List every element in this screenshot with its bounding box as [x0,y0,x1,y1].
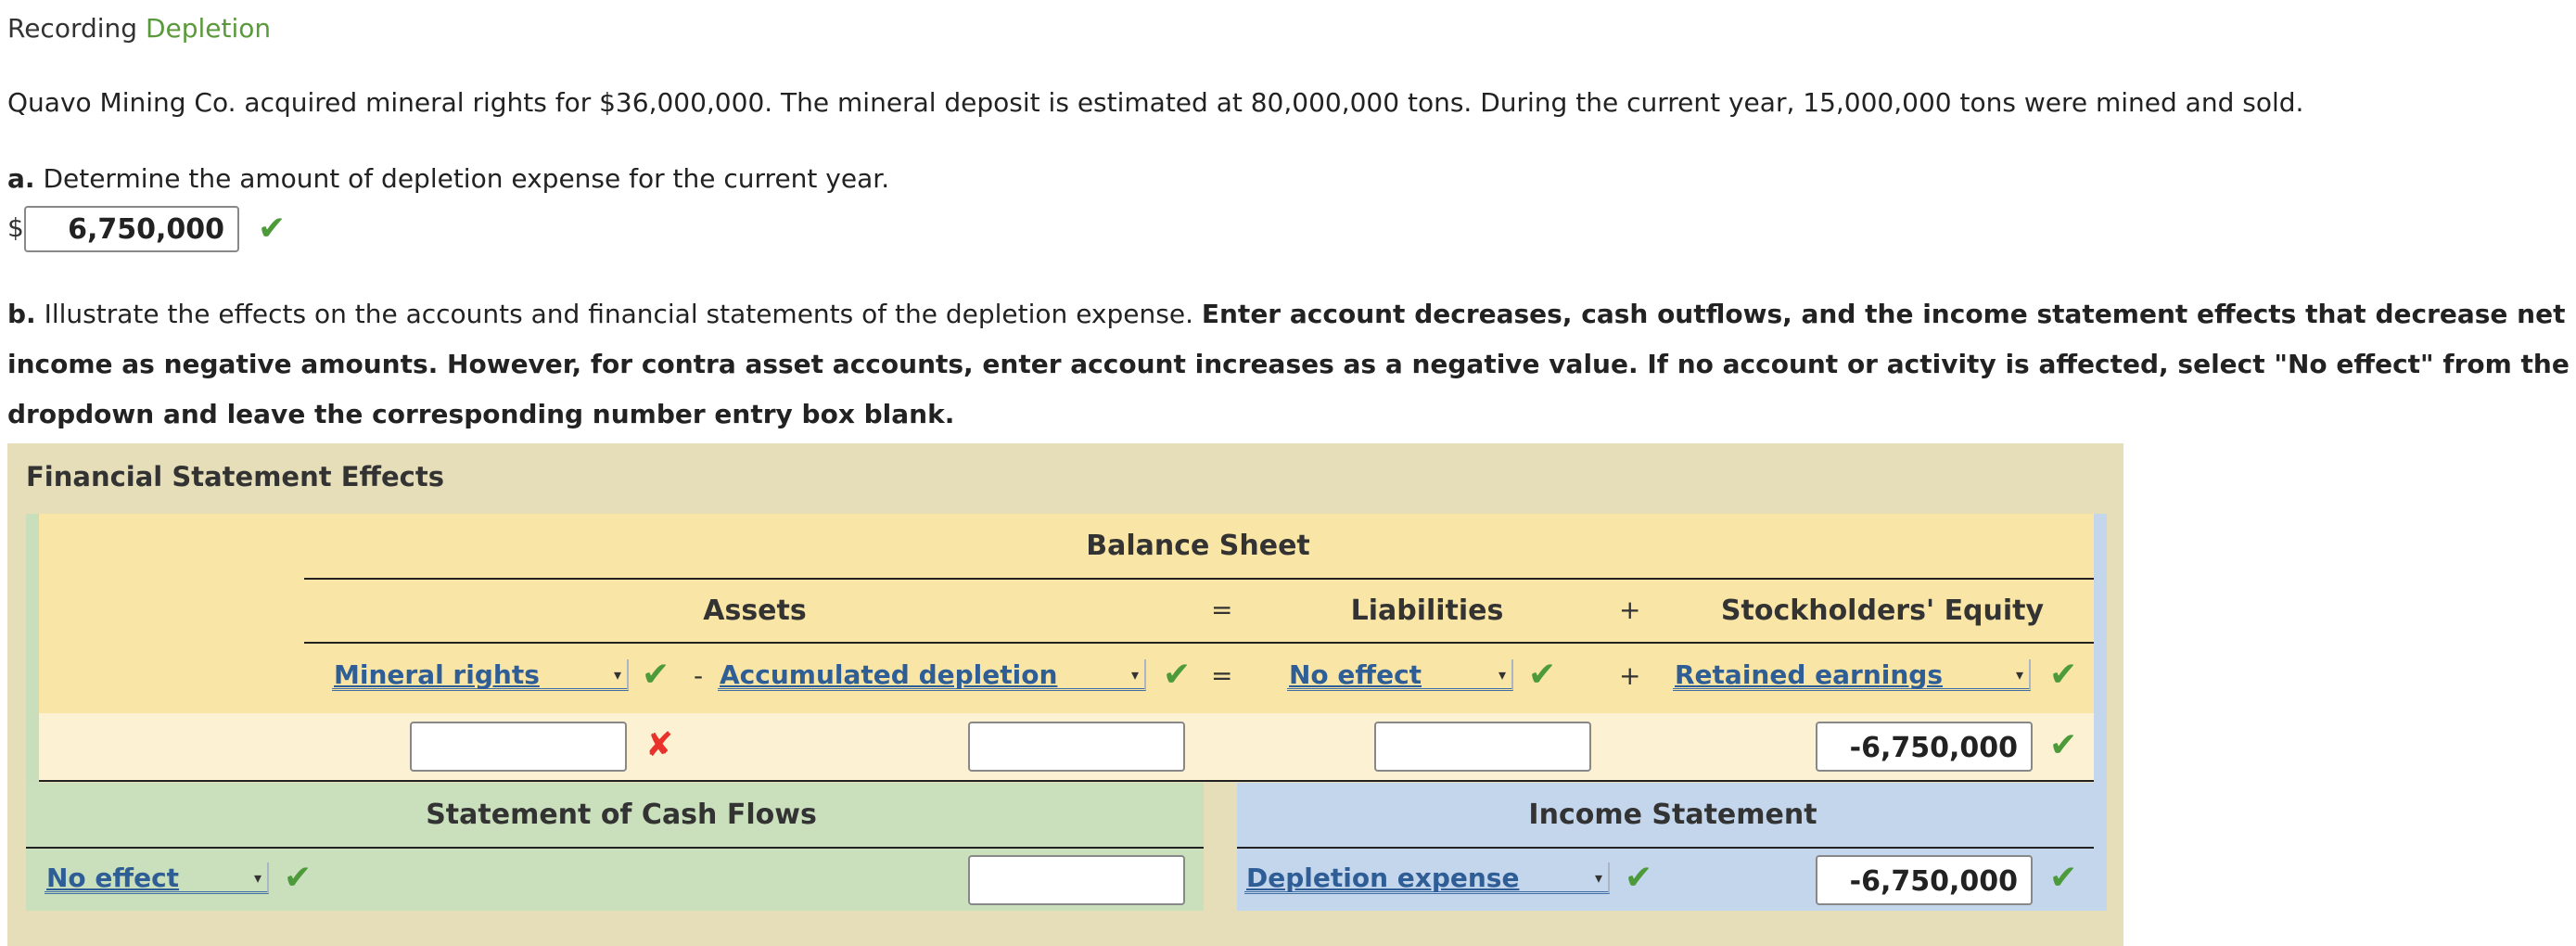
income-statement-title: Income Statement [1528,799,1817,831]
part-a-question [7,163,889,194]
cash-flows-dropdown[interactable] [45,863,269,894]
mineral-rights-dropdown[interactable] [332,659,629,691]
dropdown-value: Retained earnings [1675,659,1944,690]
income-statement-strip [2094,514,2107,783]
title-prefix: Recording [7,13,138,44]
divider [1237,847,2094,849]
liabilities-amount-input[interactable] [1374,722,1591,772]
chevron-down-icon: ▾ [1130,666,1139,684]
dropdown-value: Depletion expense [1246,863,1520,893]
problem-statement: Quavo Mining Co. acquired mineral rights for $36,000,000. The mineral deposit is estimated at 80,000,000 tons. During the current year, 15,000,000 tons were mined and sold. [7,87,2304,118]
part-b-label: b. [7,299,36,329]
plus-sign: + [1619,594,1641,625]
part-b-text: Illustrate the effects on the accounts and financial statements of the depletion expense. [44,299,1193,329]
title-accent: Depletion [145,13,272,44]
page-title [7,13,271,44]
dropdown-value: No effect [1289,659,1422,690]
liabilities-header: Liabilities [1350,594,1504,627]
retained-earnings-amount-input[interactable]: -6,750,000 [1816,722,2033,772]
chevron-down-icon: ▾ [613,666,621,684]
cash-flow-strip [26,514,39,783]
part-b-question [7,289,2572,440]
check-icon: ✔ [1528,656,1557,694]
divider [304,642,2094,644]
check-icon: ✔ [258,210,287,248]
check-icon: ✔ [642,656,670,694]
chevron-down-icon: ▾ [253,869,261,887]
depletion-expense-amount-input[interactable]: -6,750,000 [1816,855,2033,905]
dropdown-value: No effect [46,863,180,893]
chevron-down-icon: ▾ [1498,666,1506,684]
plus-sign: + [1619,660,1641,691]
minus-sign: - [694,660,704,691]
check-icon: ✔ [2049,859,2078,897]
dropdown-value: Mineral rights [334,659,540,690]
mineral-rights-amount-input[interactable] [410,722,627,772]
check-icon: ✔ [284,859,312,897]
income-statement-dropdown[interactable] [1244,863,1610,894]
currency-symbol: $ [7,212,24,243]
cash-flows-amount-input[interactable] [968,855,1185,905]
divider [26,847,1204,849]
equals-sign: = [1211,660,1233,691]
check-icon: ✔ [1625,859,1653,897]
assets-header: Assets [703,594,807,627]
balance-sheet-title: Balance Sheet [1086,530,1310,562]
part-a-label: a. [7,163,35,194]
retained-earnings-dropdown[interactable] [1673,659,2031,691]
check-icon: ✔ [1163,656,1192,694]
part-a-text: Determine the amount of depletion expense for the current year. [43,163,890,194]
accumulated-depletion-amount-input[interactable] [968,722,1185,772]
equals-sign: = [1211,594,1233,625]
divider [39,780,2094,782]
chevron-down-icon: ▾ [1594,869,1602,887]
panel-title: Financial Statement Effects [26,461,444,492]
accumulated-depletion-dropdown[interactable] [718,659,1146,691]
dropdown-value: Accumulated depletion [720,659,1058,690]
divider [304,578,2094,580]
check-icon: ✔ [2049,726,2078,764]
check-icon: ✔ [2049,656,2078,694]
part-b-instructions: Enter account decreases, cash outflows, and the income statement effects that decrease net income as negative amounts. However, for contra asset accounts, enter account increases as a negative value. If no account or activity is affected, select "No effect" from the dropdown and leave the corresponding number entry box blank. [7,299,2570,429]
depletion-expense-input[interactable]: 6,750,000 [24,206,239,252]
equity-header: Stockholders' Equity [1720,594,2045,627]
cash-flows-title: Statement of Cash Flows [426,799,817,831]
liabilities-dropdown[interactable] [1287,659,1513,691]
chevron-down-icon: ▾ [2015,666,2023,684]
incorrect-icon: ✘ [645,726,674,764]
